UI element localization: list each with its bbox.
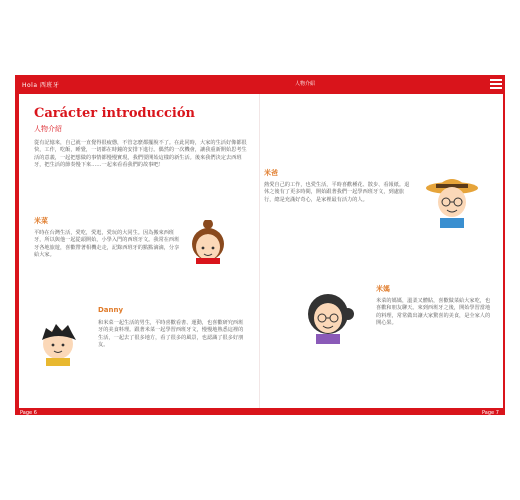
page-gutter — [259, 94, 260, 408]
brand-label: Hola 西班牙 — [22, 82, 60, 89]
page-subtitle: 人物介紹 — [34, 125, 62, 133]
page-title: Carácter introducción — [34, 106, 195, 121]
menu-icon[interactable] — [490, 79, 502, 89]
character-name-danny: Danny — [98, 306, 124, 314]
boy-avatar — [34, 318, 82, 366]
page-number-left: Page 6 — [20, 410, 37, 416]
character-text-mica: 平時在台灣生活，愛吃，愛逛，愛玩的大同生。因為搬來西班牙，所以與他一起從頭開始，小學入門的西班牙文。我常在西班牙各地旅遊，喜歡帶著相機走走，記錄西班牙的點點滴滴，分享給大家。 — [34, 230, 180, 258]
dad-avatar — [424, 172, 480, 228]
mom-avatar — [300, 288, 356, 344]
character-text-mom: 米菜的媽媽，溫柔又體貼，喜歡做菜給大家吃，也喜歡和朋友聊天。來到西班牙之後，開始學習當地的料理，常常做出讓大家驚喜的美食，是全家人的開心果。 — [376, 298, 491, 326]
page-number-right: Page 7 — [482, 410, 499, 416]
section-label: 人物介紹 — [295, 81, 316, 87]
character-name-dad: 米爸 — [264, 169, 278, 177]
character-name-mom: 米媽 — [376, 285, 390, 293]
intro-paragraph: 從有記憶來，自己就一直覺得很疲憊，不管怎麼都擺脫不了。在此同時，大家的生活好像都很快，工作，吃飯，睡覺，一切都在時鐘的安排下進行。偶然的一次機會，讓我重新開始思考生活的意義，一起把想做的事情都慢慢實現，我們要開始這樣的新生活。後來我們決定去西班牙，把生活的節奏慢下來……一起來看看我們的故事吧！ — [34, 140, 247, 168]
girl-avatar — [186, 220, 230, 264]
character-text-dad: 熱愛自己的工作，也愛生活，平時喜歡種花、散步、看報紙。退休之後有了更多時間，開始跟著我們一起學西班牙文，到處旅行，總是充滿好奇心，是家裡最有活力的人。 — [264, 182, 410, 203]
character-name-mica: 米菜 — [34, 217, 48, 225]
character-text-danny: 和米菜一起生活的男生，平時喜歡看書、運動，也喜歡研究西班牙的美食料理。跟著米菜一起學習西班牙文，慢慢地熟悉這裡的生活，一起去了很多地方，看了很多的風景，也認識了很多好朋友。 — [98, 320, 244, 348]
